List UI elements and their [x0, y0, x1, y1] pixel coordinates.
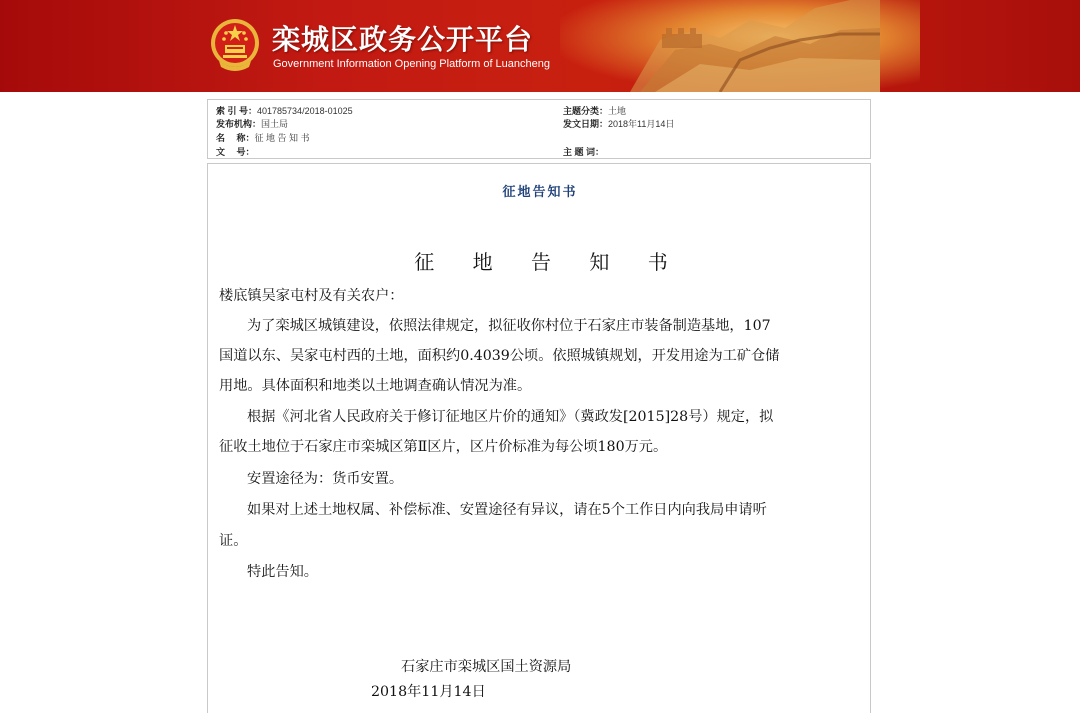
meta-publisher-label: 发布机构： [216, 119, 262, 129]
paragraph-3: 安置途径为：货币安置。 [247, 471, 404, 487]
header-banner [0, 0, 1080, 92]
meta-publisher-value: 国土局 [261, 119, 289, 129]
issuing-authority: 石家庄市栾城区国土资源局 [401, 659, 572, 675]
meta-category-label: 主题分类： [563, 106, 609, 116]
meta-docno [216, 145, 255, 158]
meta-date-label: 发文日期： [563, 119, 609, 129]
salutation: 楼底镇吴家屯村及有关农户： [219, 288, 404, 304]
paragraph-1-line-3: 用地。具体面积和地类以土地调查确认情况为准。 [219, 378, 532, 394]
meta-keywords [563, 145, 604, 158]
paragraph-4-line-2: 证。 [219, 533, 248, 549]
meta-index [216, 104, 353, 117]
document-content [207, 163, 871, 713]
national-emblem-icon [209, 17, 261, 73]
meta-index-value: 401785734/2018-01025 [257, 106, 353, 116]
site-subtitle: Government Information Opening Platform of Luancheng [273, 58, 550, 70]
meta-keywords-label: 主 题 词： [563, 147, 605, 157]
meta-date-value: 2018年11月14日 [608, 119, 675, 129]
meta-name-label: 名 称： [216, 133, 255, 143]
meta-index-label: 索 引 号： [216, 106, 258, 116]
paragraph-1-line-1: 为了栾城区城镇建设，依照法律规定，拟征收你村位于石家庄市装备制造基地，107 [247, 318, 771, 334]
paragraph-4-line-1: 如果对上述土地权属、补偿标准、安置途径有异议，请在5个工作日内向我局申请听 [247, 502, 767, 518]
paragraph-2-line-2: 征收土地位于石家庄市栾城区第Ⅱ区片，区片价标准为每公顷180万元。 [219, 439, 668, 455]
document-title: 征 地 告 知 书 [414, 250, 684, 274]
document-meta-panel [207, 99, 871, 159]
meta-date [563, 117, 674, 130]
meta-category-value: 土地 [608, 106, 627, 116]
meta-docno-label: 文 号： [216, 147, 255, 157]
paragraph-2-line-1: 根据《河北省人民政府关于修订征地区片价的通知》（冀政发[2015]28号）规定，拟 [247, 409, 774, 425]
meta-name-value: 征 地 告 知 书 [254, 133, 310, 143]
paragraph-5: 特此告知。 [247, 564, 318, 580]
meta-category [563, 104, 626, 117]
site-title: 栾城区政务公开平台 [272, 23, 534, 56]
document-heading: 征地告知书 [502, 185, 578, 200]
great-wall-image [600, 0, 880, 92]
paragraph-1-line-2: 国道以东、吴家屯村西的土地，面积约0.4039公顷。依照城镇规划，开发用途为工矿仓储 [219, 348, 780, 364]
issue-date: 2018年11月14日 [371, 684, 486, 700]
meta-publisher [216, 117, 288, 130]
meta-name [216, 131, 310, 144]
